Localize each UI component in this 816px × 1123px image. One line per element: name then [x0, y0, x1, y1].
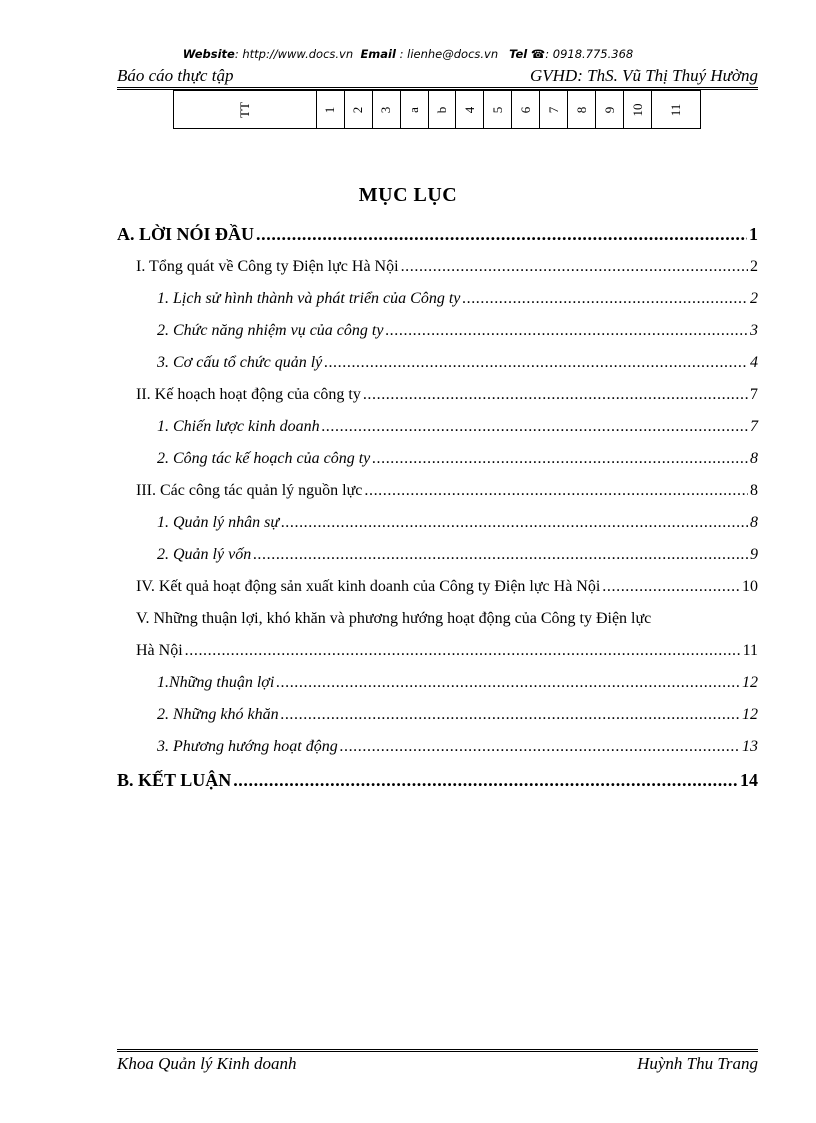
toc-entry[interactable]: A. LỜI NÓI ĐẦU ..... 1: [117, 224, 758, 245]
toc-entry[interactable]: 1. Quản lý nhân sự ..... 8: [157, 514, 758, 532]
toc-page: 3: [750, 322, 758, 339]
tt-cell: a: [401, 91, 429, 128]
toc-page: 4: [750, 354, 758, 371]
footer-divider-2: [117, 1051, 758, 1052]
footer-divider: [117, 1049, 758, 1050]
tt-cell: b: [429, 91, 457, 128]
toc-page: 7: [750, 418, 758, 435]
toc-page: 11: [742, 642, 758, 659]
tt-cell: 3: [373, 91, 401, 128]
toc-page: 8: [750, 514, 758, 531]
email-value[interactable]: : lienhe@docs.vn: [399, 47, 499, 61]
toc-page: 2: [750, 258, 758, 275]
toc-page: 8: [750, 482, 758, 499]
tt-cell: 11: [668, 103, 684, 116]
tel-value: : 0918.775.368: [545, 47, 634, 61]
header-divider: [117, 87, 758, 88]
toc-entry[interactable]: 2. Công tác kế hoạch của công ty ..... 8: [157, 450, 758, 468]
toc-page: 2: [750, 290, 758, 307]
tt-cell: 9: [596, 91, 624, 128]
toc-entry[interactable]: 2. Những khó khăn ..... 12: [157, 706, 758, 724]
phone-icon: ☎: [530, 47, 546, 61]
toc-page: 10: [742, 578, 758, 595]
toc-page: 8: [750, 450, 758, 467]
tt-cell: 4: [456, 91, 484, 128]
email-label: Email: [360, 47, 396, 61]
toc-entry[interactable]: III. Các công tác quản lý nguồn lực ..... 8: [136, 482, 758, 500]
toc-entry-wrap-line2[interactable]: Hà Nội ..... 11: [136, 642, 758, 660]
faculty-label: Khoa Quản lý Kinh doanh: [117, 1054, 297, 1073]
toc-page: 12: [742, 674, 758, 691]
website-label: Website: [182, 47, 235, 61]
tt-cell: 8: [568, 91, 596, 128]
toc-page: 7: [750, 386, 758, 403]
toc-page: 12: [742, 706, 758, 723]
toc-entry[interactable]: I. Tổng quát về Công ty Điện lực Hà Nội ..... 2: [136, 258, 758, 276]
author-label: Huỳnh Thu Trang: [637, 1054, 758, 1073]
toc-page: 14: [740, 770, 758, 790]
website-line: [0, 47, 816, 61]
page-footer: [117, 1054, 758, 1076]
tt-cell: 5: [484, 91, 512, 128]
toc-entry[interactable]: 1. Chiến lược kinh doanh ..... 7: [157, 418, 758, 436]
report-label: Báo cáo thực tập: [117, 66, 234, 85]
toc-page: 13: [742, 738, 758, 755]
toc-entry[interactable]: 3. Cơ cấu tổ chức quản lý ..... 4: [157, 354, 758, 372]
tt-cell: 2: [345, 91, 373, 128]
toc-entry[interactable]: B. KẾT LUẬN ..... 14: [117, 770, 758, 791]
tt-cell: 10: [624, 91, 652, 128]
toc-page: 9: [750, 546, 758, 563]
toc-entry[interactable]: 1.Những thuận lợi ..... 12: [157, 674, 758, 692]
page-header: [117, 66, 758, 88]
toc-entry[interactable]: 1. Lịch sử hình thành và phát triển của Công ty ..... 2: [157, 290, 758, 308]
tt-cell: 7: [540, 91, 568, 128]
toc-entry[interactable]: 2. Quản lý vốn ..... 9: [157, 546, 758, 564]
tt-table: [173, 90, 701, 129]
supervisor-label: GVHD: ThS. Vũ Thị Thuý Hường: [529, 66, 758, 85]
page-title: MỤC LỤC: [358, 184, 458, 206]
toc-entry-wrap-line1[interactable]: V. Những thuận lợi, khó khăn và phương hướng hoạt động của Công ty Điện lực: [136, 610, 652, 627]
website-url[interactable]: : http://www.docs.vn: [234, 47, 354, 61]
toc-page: 1: [749, 224, 758, 244]
tel-label: Tel: [509, 47, 528, 61]
toc-entry[interactable]: IV. Kết quả hoạt động sản xuất kinh doanh của Công ty Điện lực Hà Nội ..... 10: [136, 578, 758, 596]
toc-entry[interactable]: II. Kế hoạch hoạt động của công ty ..... 7: [136, 386, 758, 404]
toc-entry[interactable]: 3. Phương hướng hoạt động ..... 13: [157, 738, 758, 756]
tt-cell: TT: [174, 91, 317, 128]
toc-entry[interactable]: 2. Chức năng nhiệm vụ của công ty ..... 3: [157, 322, 758, 340]
tt-cell: 1: [317, 91, 345, 128]
tt-cell: 6: [512, 91, 540, 128]
